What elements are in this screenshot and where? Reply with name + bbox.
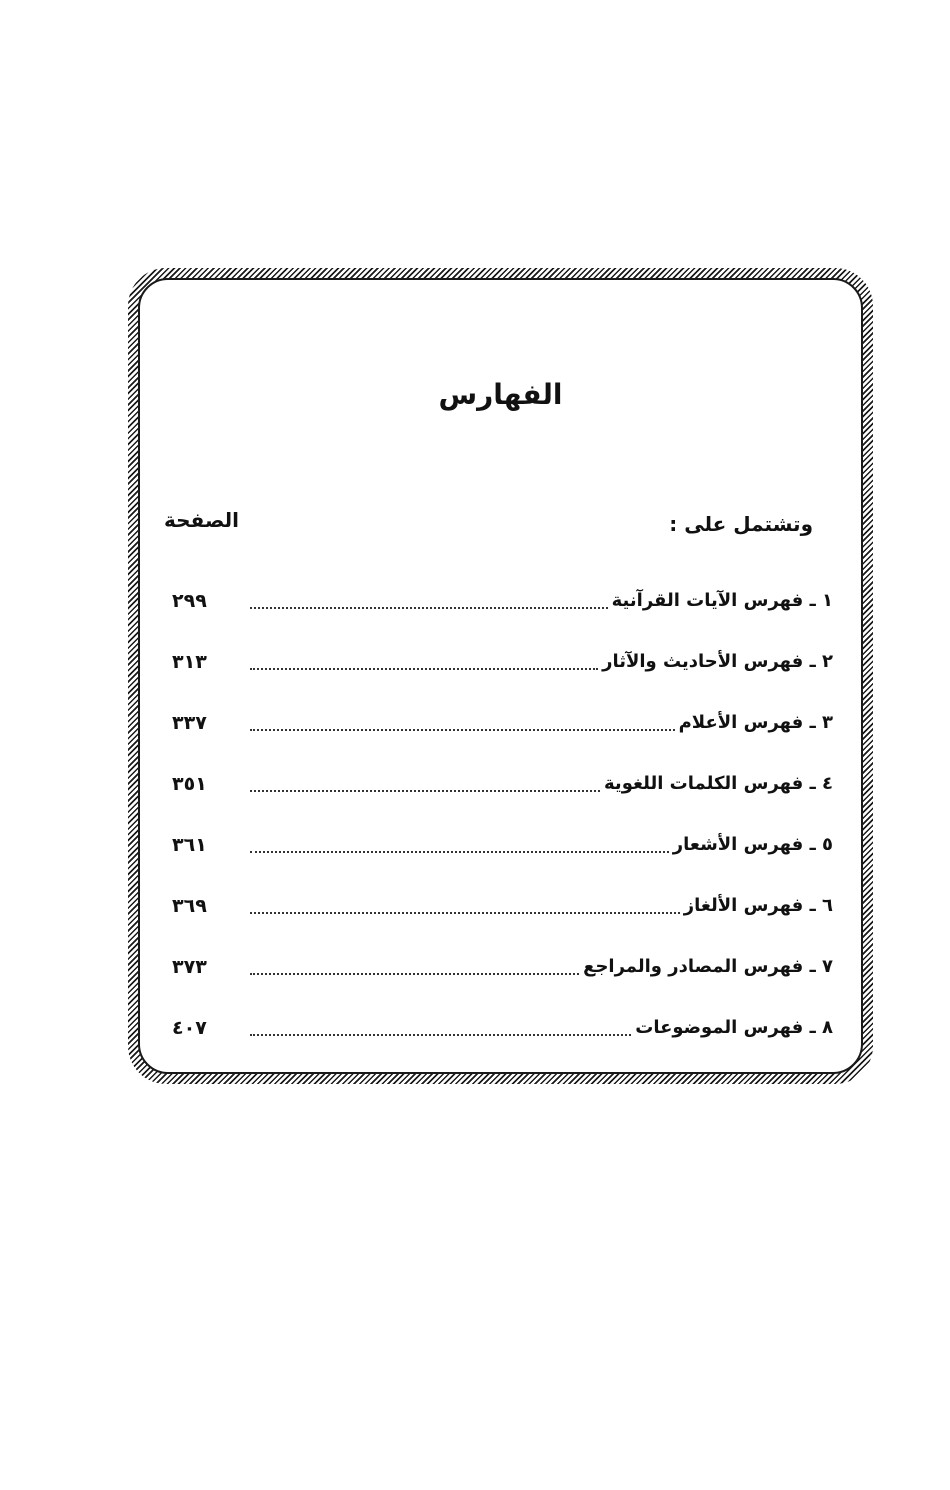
index-entry-label: ٤ ـ فهرس الكلمات اللغوية bbox=[604, 773, 833, 794]
dot-leader bbox=[250, 973, 579, 975]
index-entry-label: ٨ ـ فهرس الموضوعات bbox=[635, 1017, 833, 1038]
index-entry[interactable] bbox=[172, 692, 833, 753]
dot-leader bbox=[250, 912, 680, 914]
index-entry-page: ٢٩٩ bbox=[172, 589, 207, 612]
contents-intro: وتشتمل على : bbox=[669, 512, 813, 536]
index-entry-label: ٣ ـ فهرس الأعلام bbox=[678, 712, 833, 733]
index-entry-label: ٦ ـ فهرس الألغاز bbox=[683, 895, 833, 916]
dot-leader bbox=[250, 851, 669, 853]
page-title: الفهارس bbox=[438, 378, 563, 411]
index-entry[interactable] bbox=[172, 631, 833, 692]
decorative-border-frame bbox=[128, 268, 873, 1084]
index-entry[interactable] bbox=[172, 875, 833, 936]
index-entry-page: ٣٥١ bbox=[172, 772, 207, 795]
dot-leader bbox=[250, 729, 675, 731]
dot-leader bbox=[250, 607, 608, 609]
index-entry-label: ١ ـ فهرس الآيات القرآنية bbox=[611, 590, 833, 611]
index-entry[interactable] bbox=[172, 936, 833, 997]
index-entry[interactable] bbox=[172, 570, 833, 631]
index-entry-label: ٥ ـ فهرس الأشعار bbox=[672, 834, 833, 855]
index-entry-page: ٣١٣ bbox=[172, 650, 207, 673]
index-entry-page: ٣٧٣ bbox=[172, 955, 207, 978]
page-column-header: الصفحة bbox=[164, 508, 240, 532]
index-entry[interactable] bbox=[172, 814, 833, 875]
index-entry-label: ٧ ـ فهرس المصادر والمراجع bbox=[583, 956, 833, 977]
index-entry-page: ٣٣٧ bbox=[172, 711, 207, 734]
index-entry[interactable] bbox=[172, 997, 833, 1058]
index-entry-page: ٤٠٧ bbox=[172, 1016, 207, 1039]
dot-leader bbox=[250, 668, 598, 670]
index-list bbox=[172, 570, 833, 1058]
index-entry-page: ٣٦٩ bbox=[172, 894, 207, 917]
dot-leader bbox=[250, 790, 600, 792]
index-entry-page: ٣٦١ bbox=[172, 833, 207, 856]
index-panel bbox=[138, 278, 863, 1074]
index-entry-label: ٢ ـ فهرس الأحاديث والآثار bbox=[602, 651, 833, 672]
dot-leader bbox=[250, 1034, 631, 1036]
index-entry[interactable] bbox=[172, 753, 833, 814]
